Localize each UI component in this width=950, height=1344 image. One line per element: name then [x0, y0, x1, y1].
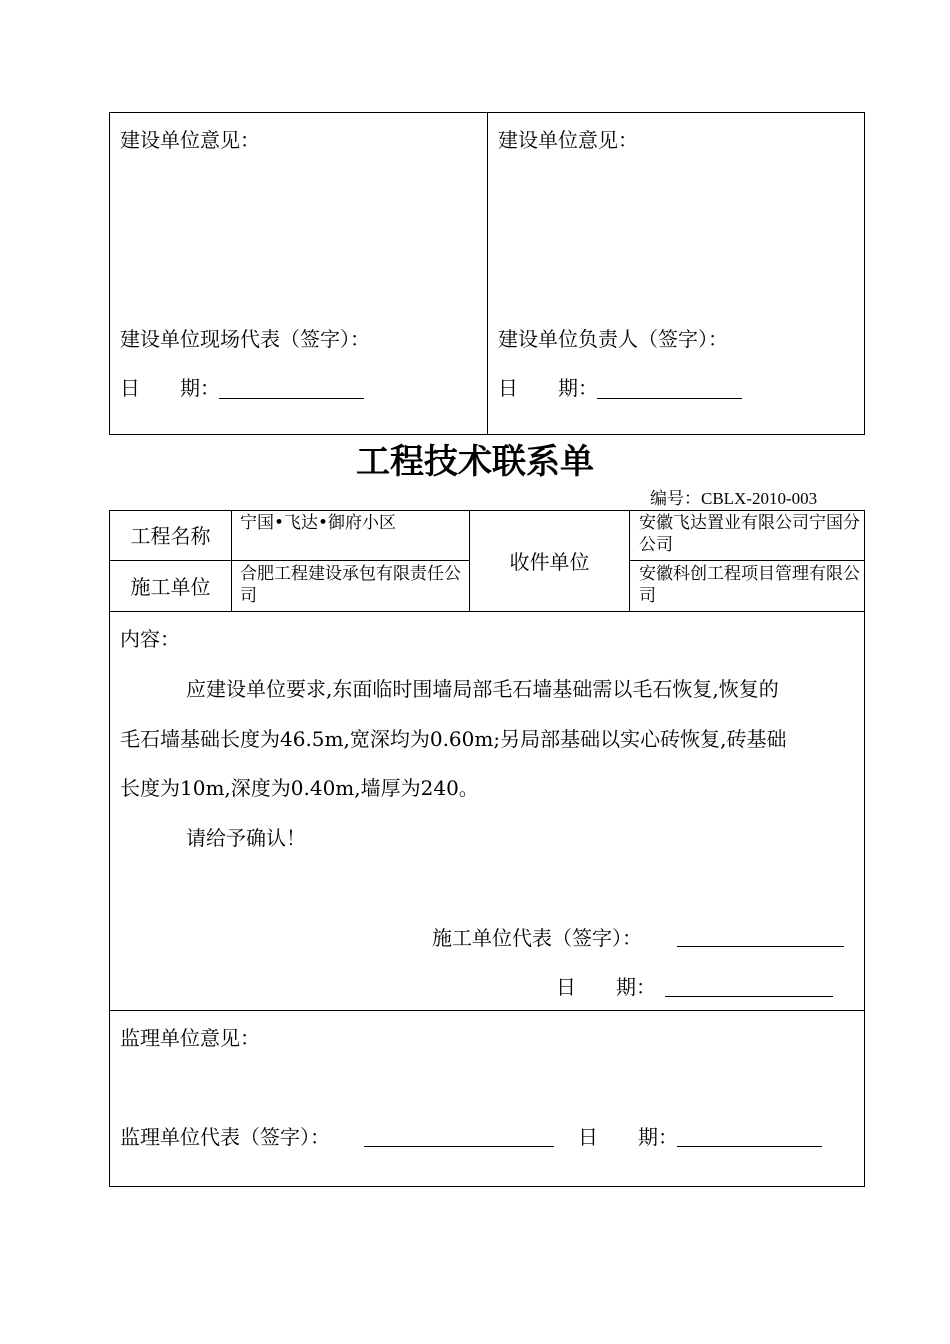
- contractor-date-field[interactable]: [665, 996, 833, 997]
- receiver-label: 收件单位: [509, 550, 590, 574]
- left-rep-signature-label: 建设单位现场代表（签字）：: [120, 327, 370, 351]
- form-title: 工程技术联系单: [356, 442, 594, 482]
- supervision-date-label: 日 期：: [578, 1125, 678, 1149]
- left-opinion-label: 建设单位意见：: [120, 128, 260, 152]
- receiver-value-2: 安徽科创工程项目管理有限公司: [639, 564, 860, 606]
- serial-number: 编号：CBLX-2010-003: [650, 489, 818, 508]
- receiver-value-1: 安徽飞达置业有限公司宁国分公司: [639, 513, 860, 555]
- contractor-label: 施工单位: [130, 575, 211, 599]
- info-col-divider-3: [629, 510, 630, 611]
- project-name-value: 宁国•飞达•御府小区: [240, 513, 397, 533]
- supervision-rep-signature-label: 监理单位代表（签字）：: [120, 1125, 330, 1149]
- content-line-1: 应建设单位要求,东面临时围墙局部毛石墙基础需以毛石恢复,恢复的: [186, 677, 779, 701]
- info-col-divider-1: [231, 510, 232, 611]
- contractor-rep-signature-label: 施工单位代表（签字）：: [432, 926, 642, 950]
- contractor-date-label: 日 期：: [556, 975, 656, 999]
- supervision-opinion-label: 监理单位意见：: [120, 1026, 260, 1050]
- right-rep-signature-label: 建设单位负责人（签字）：: [498, 327, 728, 351]
- right-date-label: 日 期：: [498, 376, 598, 400]
- info-table-bottom: [109, 611, 865, 612]
- content-section-bottom: [109, 1010, 865, 1011]
- top-table-divider: [487, 112, 488, 435]
- right-date-field[interactable]: [597, 398, 742, 399]
- left-date-field[interactable]: [219, 398, 364, 399]
- project-name-label: 工程名称: [130, 524, 211, 548]
- info-row-divider: [109, 560, 469, 561]
- right-opinion-label: 建设单位意见：: [498, 128, 638, 152]
- supervision-rep-signature-field[interactable]: [364, 1146, 554, 1147]
- content-line-2: 毛石墙基础长度为46.5m,宽深均为0.60m;另局部基础以实心砖恢复,砖基础: [120, 727, 787, 751]
- content-label: 内容：: [120, 627, 180, 651]
- supervision-date-field[interactable]: [677, 1146, 822, 1147]
- left-date-label: 日 期：: [120, 376, 220, 400]
- info-row-divider-right: [629, 560, 865, 561]
- confirm-request: 请给予确认！: [186, 826, 306, 850]
- contractor-rep-signature-field[interactable]: [677, 946, 844, 947]
- content-line-3: 长度为10m,深度为0.40m,墙厚为240。: [120, 776, 479, 800]
- contractor-value: 合肥工程建设承包有限责任公司: [240, 564, 461, 606]
